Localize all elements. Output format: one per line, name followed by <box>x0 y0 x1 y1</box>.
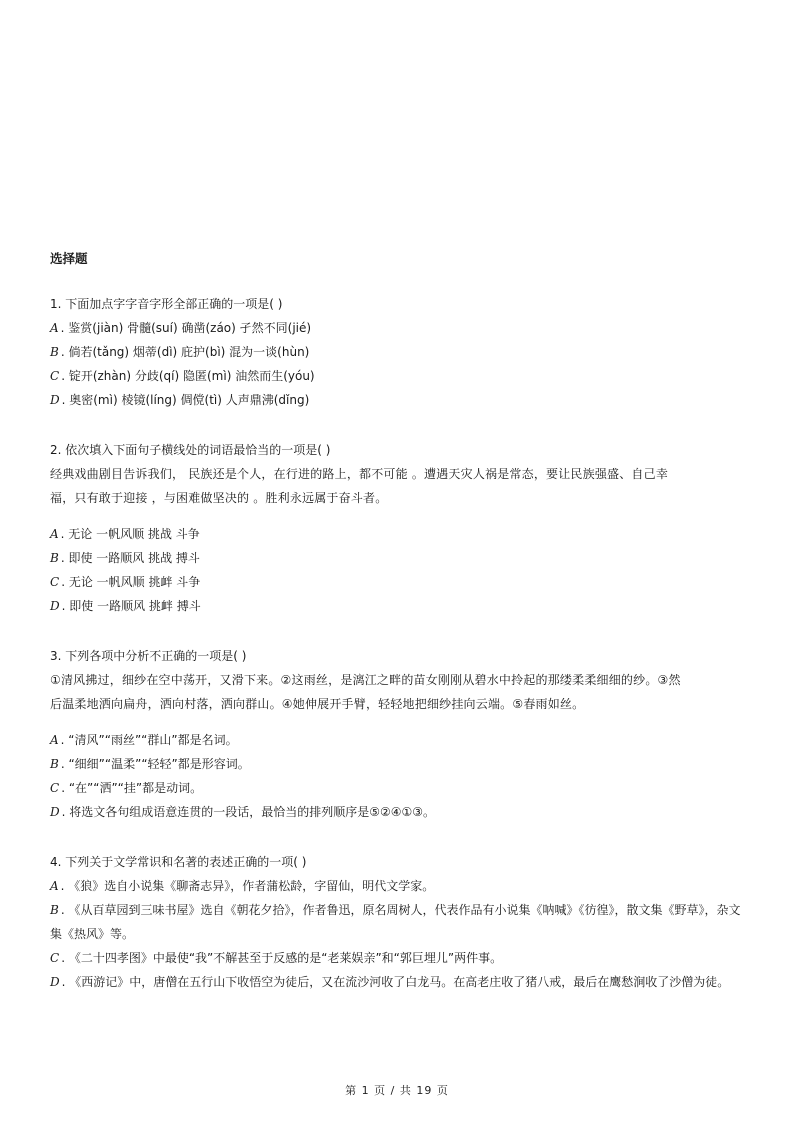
option-text: . “细细”“温柔”“轻轻”都是形容词。 <box>60 757 250 771</box>
option-b <box>50 898 750 946</box>
option-letter: D <box>50 393 60 407</box>
question-stem: 4. 下列关于文学常识和名著的表述正确的一项( ) <box>50 855 307 869</box>
option-letter: B <box>50 551 59 565</box>
question-passage <box>50 668 750 716</box>
question-list <box>50 292 750 994</box>
option-text: . 无论 一帆风顺 挑衅 斗争 <box>61 575 201 589</box>
question-2 <box>50 438 750 618</box>
page-footer: 第 1 页 / 共 19 页 <box>345 1084 449 1097</box>
option-letter: A <box>50 527 59 541</box>
option-a <box>50 874 750 898</box>
option-letter: B <box>50 757 59 771</box>
option-text: . 倘若(tǎng) 烟蒂(dì) 庇护(bì) 混为一谈(hùn) <box>60 345 310 359</box>
question-stem: 1. 下面加点字字音字形全部正确的一项是( ) <box>50 297 283 311</box>
question-passage <box>50 462 750 510</box>
question-3 <box>50 644 750 824</box>
option-letter: C <box>50 575 60 589</box>
passage-line: 经典戏曲剧目告诉我们， 民族还是个人，在行进的路上，都不可能 。遭遇天灾人祸是常态，要让民族强盛、自己幸 <box>50 467 669 481</box>
option-a <box>50 728 750 752</box>
question-stem: 2. 依次填入下面句子横线处的词语最恰当的一项是( ) <box>50 443 331 457</box>
option-letter: B <box>50 345 59 359</box>
option-list <box>50 874 750 994</box>
option-letter: A <box>50 321 59 335</box>
option-a <box>50 522 750 546</box>
option-text: . 《二十四孝图》中最使“我”不解甚至于反感的是“老莱娱亲”和“郭巨埋儿”两件事。 <box>61 951 503 965</box>
option-b <box>50 752 750 776</box>
option-text: . “清风”“雨丝”“群山”都是名词。 <box>60 733 238 747</box>
option-text: . 即使 一路顺风 挑战 搏斗 <box>60 551 200 565</box>
option-d <box>50 388 750 412</box>
option-letter: C <box>50 369 60 383</box>
option-c <box>50 776 750 800</box>
option-letter: D <box>50 599 60 613</box>
option-d <box>50 970 750 994</box>
option-letter: C <box>50 951 60 965</box>
passage-line: 福，只有敢于迎接 ，与困难做坚决的 。胜利永远属于奋斗者。 <box>50 491 388 505</box>
option-letter: C <box>50 781 60 795</box>
option-text: . 《西游记》中，唐僧在五行山下收悟空为徒后，又在流沙河收了白龙马。在高老庄收了猪八戒，最后在鹰愁涧收了沙僧为徒。 <box>61 975 730 989</box>
option-text: . 锭开(zhàn) 分歧(qí) 隐匿(mì) 油然而生(yóu) <box>61 369 315 383</box>
option-text: . 鉴赏(jiàn) 骨髓(suí) 确凿(záo) 孑然不同(jié) <box>60 321 312 335</box>
section-title: 选择题 <box>50 251 88 266</box>
option-c <box>50 570 750 594</box>
option-letter: A <box>50 733 59 747</box>
option-a <box>50 316 750 340</box>
option-list <box>50 316 750 412</box>
option-c <box>50 364 750 388</box>
question-stem: 3. 下列各项中分析不正确的一项是( ) <box>50 649 247 663</box>
passage-line: 后温柔地洒向扁舟，洒向村落，洒向群山。④她伸展开手臂，轻轻地把细纱挂向云端。⑤春雨如丝。 <box>50 697 585 711</box>
option-list <box>50 522 750 618</box>
question-1 <box>50 292 750 412</box>
option-list <box>50 728 750 824</box>
option-b <box>50 340 750 364</box>
option-text: . 《从百草园到三味书屋》选自《朝花夕拾》，作者鲁迅，原名周树人，代表作品有小说集《呐喊》《彷徨》，散文集《野草》，杂文集《热风》等。 <box>50 903 741 941</box>
option-letter: D <box>50 975 60 989</box>
option-text: . “在”“洒”“挂”都是动词。 <box>61 781 203 795</box>
question-4 <box>50 850 750 994</box>
option-text: . 无论 一帆风顺 挑战 斗争 <box>60 527 200 541</box>
option-text: . 《狼》选自小说集《聊斋志异》，作者蒲松龄，字留仙，明代文学家。 <box>60 879 435 893</box>
option-c <box>50 946 750 970</box>
option-d <box>50 594 750 618</box>
option-text: . 即使 一路顺风 挑衅 搏斗 <box>61 599 201 613</box>
exam-content <box>50 250 750 1020</box>
option-text: . 奥密(mì) 棱镜(líng) 倜傥(tì) 人声鼎沸(dǐng) <box>61 393 310 407</box>
option-text: . 将选文各句组成语意连贯的一段话，最恰当的排列顺序是⑤②④①③。 <box>61 805 436 819</box>
option-d <box>50 800 750 824</box>
option-b <box>50 546 750 570</box>
option-letter: B <box>50 903 59 917</box>
passage-line: ①清风拂过，细纱在空中荡开，又滑下来。②这雨丝，是漓江之畔的苗女刚刚从碧水中拎起的那缕柔柔细细的纱。③然 <box>50 673 681 687</box>
option-letter: D <box>50 805 60 819</box>
option-letter: A <box>50 879 59 893</box>
